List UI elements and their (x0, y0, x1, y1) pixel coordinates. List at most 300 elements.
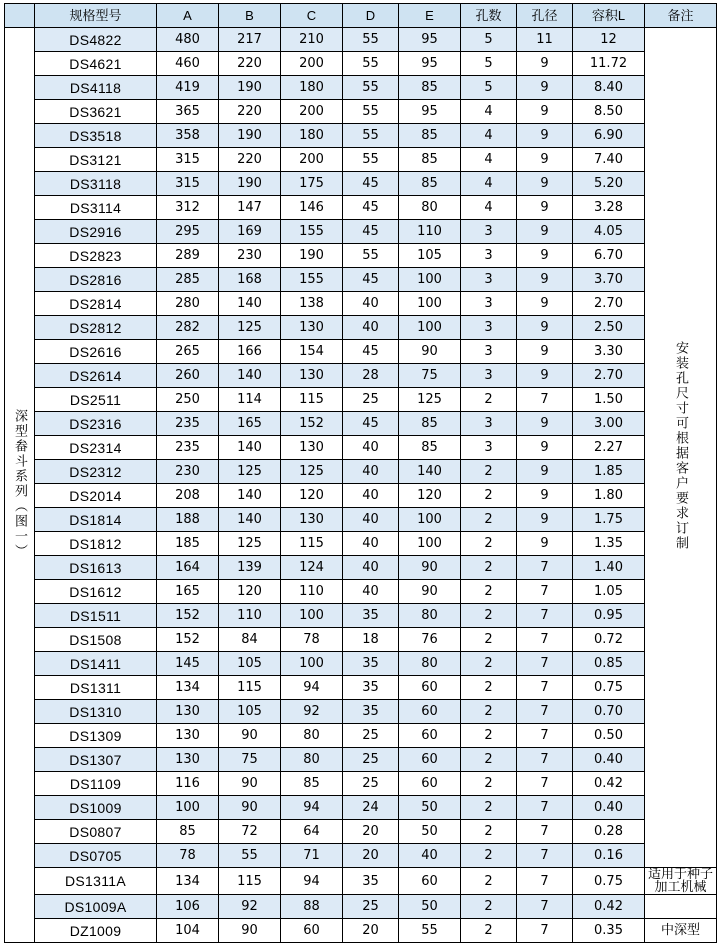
value-a-cell: 134 (157, 676, 219, 700)
value-d-cell: 45 (343, 340, 399, 364)
value-a-cell: 185 (157, 532, 219, 556)
value-e-cell: 85 (399, 124, 461, 148)
value-b-cell: 230 (219, 244, 281, 268)
volume-cell: 1.50 (573, 388, 645, 412)
hole-diameter-cell: 7 (517, 652, 573, 676)
value-a-cell: 165 (157, 580, 219, 604)
hole-count-cell: 4 (461, 100, 517, 124)
value-e-cell: 80 (399, 604, 461, 628)
hole-diameter-cell: 7 (517, 868, 573, 895)
hole-diameter-cell: 7 (517, 388, 573, 412)
value-a-cell: 315 (157, 148, 219, 172)
hole-count-cell: 2 (461, 868, 517, 895)
value-a-cell: 480 (157, 28, 219, 52)
table-row (5, 484, 717, 508)
value-c-cell: 152 (281, 412, 343, 436)
table-row (5, 532, 717, 556)
hole-diameter-cell: 7 (517, 628, 573, 652)
volume-cell: 8.40 (573, 76, 645, 100)
value-b-cell: 90 (219, 796, 281, 820)
volume-cell: 1.80 (573, 484, 645, 508)
value-b-cell: 75 (219, 748, 281, 772)
volume-cell: 8.50 (573, 100, 645, 124)
hole-count-cell: 2 (461, 700, 517, 724)
hole-count-cell: 3 (461, 268, 517, 292)
volume-cell: 0.95 (573, 604, 645, 628)
hole-diameter-cell: 9 (517, 100, 573, 124)
hole-diameter-cell: 9 (517, 76, 573, 100)
table-row (5, 772, 717, 796)
value-e-cell: 110 (399, 220, 461, 244)
value-a-cell: 188 (157, 508, 219, 532)
hole-diameter-cell: 9 (517, 148, 573, 172)
header-a: A (157, 4, 219, 28)
value-d-cell: 18 (343, 628, 399, 652)
value-d-cell: 40 (343, 556, 399, 580)
value-c-cell: 155 (281, 220, 343, 244)
hole-diameter-cell: 7 (517, 724, 573, 748)
hole-count-cell: 2 (461, 796, 517, 820)
value-d-cell: 40 (343, 436, 399, 460)
value-a-cell: 419 (157, 76, 219, 100)
model-cell: DS1311A (35, 868, 157, 895)
value-c-cell: 115 (281, 388, 343, 412)
value-a-cell: 235 (157, 436, 219, 460)
volume-cell: 3.28 (573, 196, 645, 220)
header-side-blank (5, 4, 35, 28)
table-header (5, 4, 717, 28)
value-c-cell: 115 (281, 532, 343, 556)
value-d-cell: 20 (343, 820, 399, 844)
remark-main-text: 安装孔尺寸可根据客户要求订制 (673, 341, 688, 551)
value-b-cell: 168 (219, 268, 281, 292)
value-c-cell: 180 (281, 124, 343, 148)
volume-cell: 0.35 (573, 919, 645, 943)
model-cell: DS2312 (35, 460, 157, 484)
value-d-cell: 55 (343, 124, 399, 148)
value-a-cell: 106 (157, 895, 219, 919)
value-b-cell: 92 (219, 895, 281, 919)
hole-count-cell: 2 (461, 460, 517, 484)
table-row (5, 919, 717, 943)
volume-cell: 1.40 (573, 556, 645, 580)
hole-diameter-cell: 7 (517, 604, 573, 628)
table-row (5, 652, 717, 676)
value-c-cell: 190 (281, 244, 343, 268)
hole-diameter-cell: 9 (517, 172, 573, 196)
side-series-label (5, 28, 35, 943)
value-d-cell: 25 (343, 772, 399, 796)
table-row (5, 100, 717, 124)
hole-diameter-cell: 9 (517, 220, 573, 244)
volume-cell: 0.42 (573, 895, 645, 919)
hole-count-cell: 2 (461, 532, 517, 556)
table-row (5, 436, 717, 460)
hole-diameter-cell: 9 (517, 244, 573, 268)
value-c-cell: 154 (281, 340, 343, 364)
value-a-cell: 365 (157, 100, 219, 124)
model-cell: DS2511 (35, 388, 157, 412)
header-e: E (399, 4, 461, 28)
value-c-cell: 80 (281, 724, 343, 748)
value-e-cell: 60 (399, 772, 461, 796)
value-a-cell: 104 (157, 919, 219, 943)
hole-diameter-cell: 7 (517, 580, 573, 604)
table-row (5, 388, 717, 412)
value-b-cell: 114 (219, 388, 281, 412)
hole-diameter-cell: 9 (517, 124, 573, 148)
value-e-cell: 90 (399, 580, 461, 604)
value-c-cell: 60 (281, 919, 343, 943)
hole-count-cell: 2 (461, 772, 517, 796)
value-d-cell: 55 (343, 76, 399, 100)
volume-cell: 0.28 (573, 820, 645, 844)
table-row (5, 196, 717, 220)
value-a-cell: 230 (157, 460, 219, 484)
hole-diameter-cell: 9 (517, 412, 573, 436)
value-d-cell: 45 (343, 196, 399, 220)
value-e-cell: 60 (399, 868, 461, 895)
value-d-cell: 35 (343, 604, 399, 628)
model-cell: DS1814 (35, 508, 157, 532)
volume-cell: 3.30 (573, 340, 645, 364)
hole-count-cell: 2 (461, 895, 517, 919)
value-b-cell: 190 (219, 76, 281, 100)
hole-count-cell: 3 (461, 340, 517, 364)
hole-diameter-cell: 9 (517, 316, 573, 340)
value-c-cell: 138 (281, 292, 343, 316)
table-row (5, 148, 717, 172)
table-row (5, 604, 717, 628)
value-c-cell: 210 (281, 28, 343, 52)
table-row (5, 844, 717, 868)
hole-count-cell: 2 (461, 508, 517, 532)
volume-cell: 1.75 (573, 508, 645, 532)
value-b-cell: 166 (219, 340, 281, 364)
model-cell: DS4621 (35, 52, 157, 76)
value-e-cell: 90 (399, 340, 461, 364)
value-e-cell: 50 (399, 895, 461, 919)
table-row (5, 316, 717, 340)
value-e-cell: 100 (399, 268, 461, 292)
value-e-cell: 95 (399, 52, 461, 76)
value-d-cell: 35 (343, 700, 399, 724)
hole-diameter-cell: 9 (517, 364, 573, 388)
table-row (5, 340, 717, 364)
value-e-cell: 85 (399, 172, 461, 196)
volume-cell: 0.42 (573, 772, 645, 796)
table-row (5, 244, 717, 268)
volume-cell: 6.90 (573, 124, 645, 148)
value-c-cell: 200 (281, 100, 343, 124)
value-d-cell: 40 (343, 508, 399, 532)
value-d-cell: 35 (343, 676, 399, 700)
value-a-cell: 235 (157, 412, 219, 436)
hole-count-cell: 5 (461, 28, 517, 52)
value-b-cell: 139 (219, 556, 281, 580)
hole-count-cell: 4 (461, 172, 517, 196)
model-cell: DS2316 (35, 412, 157, 436)
value-b-cell: 140 (219, 508, 281, 532)
value-c-cell: 130 (281, 436, 343, 460)
value-c-cell: 94 (281, 676, 343, 700)
value-b-cell: 220 (219, 52, 281, 76)
value-b-cell: 110 (219, 604, 281, 628)
value-e-cell: 60 (399, 724, 461, 748)
remark-main-cell (645, 28, 717, 868)
hole-count-cell: 3 (461, 292, 517, 316)
volume-cell: 0.70 (573, 700, 645, 724)
table-row (5, 460, 717, 484)
value-a-cell: 312 (157, 196, 219, 220)
model-cell: DS2916 (35, 220, 157, 244)
header-remark: 备注 (645, 4, 717, 28)
value-e-cell: 40 (399, 844, 461, 868)
table-row (5, 796, 717, 820)
volume-cell: 2.70 (573, 364, 645, 388)
value-a-cell: 260 (157, 364, 219, 388)
hole-count-cell: 4 (461, 124, 517, 148)
model-cell: DS1307 (35, 748, 157, 772)
hole-diameter-cell: 9 (517, 484, 573, 508)
value-e-cell: 100 (399, 508, 461, 532)
hole-count-cell: 2 (461, 556, 517, 580)
table-row (5, 724, 717, 748)
value-e-cell: 55 (399, 919, 461, 943)
volume-cell: 6.70 (573, 244, 645, 268)
remark-cell: 适用于种子加工机械 (645, 868, 717, 895)
value-c-cell: 78 (281, 628, 343, 652)
model-cell: DS2814 (35, 292, 157, 316)
value-b-cell: 105 (219, 700, 281, 724)
volume-cell: 12 (573, 28, 645, 52)
value-b-cell: 220 (219, 100, 281, 124)
value-d-cell: 55 (343, 52, 399, 76)
model-cell: DS1812 (35, 532, 157, 556)
value-a-cell: 289 (157, 244, 219, 268)
value-c-cell: 155 (281, 268, 343, 292)
value-c-cell: 100 (281, 604, 343, 628)
value-a-cell: 280 (157, 292, 219, 316)
value-e-cell: 75 (399, 364, 461, 388)
model-cell: DS1508 (35, 628, 157, 652)
spec-sheet (0, 3, 720, 939)
table-row (5, 52, 717, 76)
hole-count-cell: 3 (461, 412, 517, 436)
hole-diameter-cell: 7 (517, 796, 573, 820)
value-e-cell: 120 (399, 484, 461, 508)
hole-count-cell: 4 (461, 196, 517, 220)
value-d-cell: 25 (343, 388, 399, 412)
value-c-cell: 124 (281, 556, 343, 580)
hole-count-cell: 2 (461, 652, 517, 676)
table-body (5, 28, 717, 943)
value-d-cell: 20 (343, 919, 399, 943)
volume-cell: 3.70 (573, 268, 645, 292)
value-b-cell: 190 (219, 124, 281, 148)
value-d-cell: 55 (343, 244, 399, 268)
value-b-cell: 72 (219, 820, 281, 844)
value-a-cell: 130 (157, 700, 219, 724)
value-b-cell: 105 (219, 652, 281, 676)
hole-count-cell: 2 (461, 628, 517, 652)
value-c-cell: 92 (281, 700, 343, 724)
value-c-cell: 110 (281, 580, 343, 604)
volume-cell: 1.35 (573, 532, 645, 556)
value-c-cell: 146 (281, 196, 343, 220)
value-e-cell: 85 (399, 76, 461, 100)
value-b-cell: 165 (219, 412, 281, 436)
value-b-cell: 115 (219, 868, 281, 895)
value-b-cell: 140 (219, 484, 281, 508)
hole-diameter-cell: 7 (517, 772, 573, 796)
hole-count-cell: 2 (461, 748, 517, 772)
value-d-cell: 28 (343, 364, 399, 388)
hole-diameter-cell: 9 (517, 340, 573, 364)
value-d-cell: 45 (343, 412, 399, 436)
value-b-cell: 115 (219, 676, 281, 700)
value-e-cell: 60 (399, 748, 461, 772)
volume-cell: 2.27 (573, 436, 645, 460)
value-d-cell: 25 (343, 895, 399, 919)
model-cell: DS2014 (35, 484, 157, 508)
value-a-cell: 130 (157, 748, 219, 772)
value-d-cell: 40 (343, 580, 399, 604)
value-a-cell: 145 (157, 652, 219, 676)
hole-diameter-cell: 7 (517, 556, 573, 580)
model-cell: DZ1009 (35, 919, 157, 943)
volume-cell: 0.40 (573, 748, 645, 772)
model-cell: DS1311 (35, 676, 157, 700)
value-a-cell: 208 (157, 484, 219, 508)
model-cell: DS1309 (35, 724, 157, 748)
header-hole-count: 孔数 (461, 4, 517, 28)
value-e-cell: 50 (399, 796, 461, 820)
value-d-cell: 45 (343, 172, 399, 196)
value-e-cell: 140 (399, 460, 461, 484)
hole-count-cell: 2 (461, 919, 517, 943)
model-cell: DS1511 (35, 604, 157, 628)
table-row (5, 580, 717, 604)
value-b-cell: 140 (219, 292, 281, 316)
table-row (5, 700, 717, 724)
table-row (5, 508, 717, 532)
volume-cell: 0.50 (573, 724, 645, 748)
value-e-cell: 50 (399, 820, 461, 844)
volume-cell: 0.75 (573, 676, 645, 700)
value-b-cell: 140 (219, 436, 281, 460)
value-c-cell: 88 (281, 895, 343, 919)
hole-diameter-cell: 9 (517, 436, 573, 460)
value-a-cell: 250 (157, 388, 219, 412)
value-c-cell: 130 (281, 364, 343, 388)
volume-cell: 11.72 (573, 52, 645, 76)
value-b-cell: 190 (219, 172, 281, 196)
value-d-cell: 35 (343, 652, 399, 676)
hole-diameter-cell: 7 (517, 895, 573, 919)
volume-cell: 5.20 (573, 172, 645, 196)
value-e-cell: 60 (399, 700, 461, 724)
volume-cell: 2.70 (573, 292, 645, 316)
hole-diameter-cell: 7 (517, 844, 573, 868)
value-c-cell: 200 (281, 52, 343, 76)
value-a-cell: 460 (157, 52, 219, 76)
table-row (5, 676, 717, 700)
value-a-cell: 285 (157, 268, 219, 292)
value-c-cell: 100 (281, 652, 343, 676)
hole-count-cell: 4 (461, 148, 517, 172)
model-cell: DS2812 (35, 316, 157, 340)
value-a-cell: 265 (157, 340, 219, 364)
hole-diameter-cell: 9 (517, 268, 573, 292)
value-e-cell: 125 (399, 388, 461, 412)
model-cell: DS1009A (35, 895, 157, 919)
value-a-cell: 100 (157, 796, 219, 820)
value-d-cell: 40 (343, 460, 399, 484)
value-c-cell: 180 (281, 76, 343, 100)
table-row (5, 895, 717, 919)
model-cell: DS1411 (35, 652, 157, 676)
value-b-cell: 169 (219, 220, 281, 244)
table-row (5, 28, 717, 52)
hole-diameter-cell: 7 (517, 676, 573, 700)
value-b-cell: 125 (219, 460, 281, 484)
table-row (5, 172, 717, 196)
table-row (5, 748, 717, 772)
remark-cell: 中深型 (645, 919, 717, 943)
table-row (5, 868, 717, 895)
value-e-cell: 100 (399, 316, 461, 340)
value-c-cell: 130 (281, 508, 343, 532)
value-c-cell: 94 (281, 796, 343, 820)
value-d-cell: 20 (343, 844, 399, 868)
hole-diameter-cell: 7 (517, 919, 573, 943)
model-cell: DS3518 (35, 124, 157, 148)
hole-count-cell: 2 (461, 604, 517, 628)
value-a-cell: 116 (157, 772, 219, 796)
table-row (5, 364, 717, 388)
volume-cell: 0.72 (573, 628, 645, 652)
value-c-cell: 85 (281, 772, 343, 796)
value-c-cell: 200 (281, 148, 343, 172)
hole-diameter-cell: 9 (517, 52, 573, 76)
hole-count-cell: 3 (461, 436, 517, 460)
model-cell: DS0705 (35, 844, 157, 868)
value-c-cell: 64 (281, 820, 343, 844)
value-e-cell: 85 (399, 436, 461, 460)
value-e-cell: 80 (399, 196, 461, 220)
value-e-cell: 85 (399, 412, 461, 436)
table-row (5, 220, 717, 244)
value-d-cell: 25 (343, 748, 399, 772)
header-model: 规格型号 (35, 4, 157, 28)
value-a-cell: 152 (157, 628, 219, 652)
value-e-cell: 85 (399, 148, 461, 172)
table-row (5, 292, 717, 316)
value-b-cell: 217 (219, 28, 281, 52)
value-e-cell: 105 (399, 244, 461, 268)
value-a-cell: 134 (157, 868, 219, 895)
table-row (5, 628, 717, 652)
value-e-cell: 100 (399, 292, 461, 316)
value-e-cell: 90 (399, 556, 461, 580)
volume-cell: 3.00 (573, 412, 645, 436)
volume-cell: 0.75 (573, 868, 645, 895)
value-d-cell: 45 (343, 268, 399, 292)
value-b-cell: 220 (219, 148, 281, 172)
value-b-cell: 90 (219, 724, 281, 748)
model-cell: DS1109 (35, 772, 157, 796)
